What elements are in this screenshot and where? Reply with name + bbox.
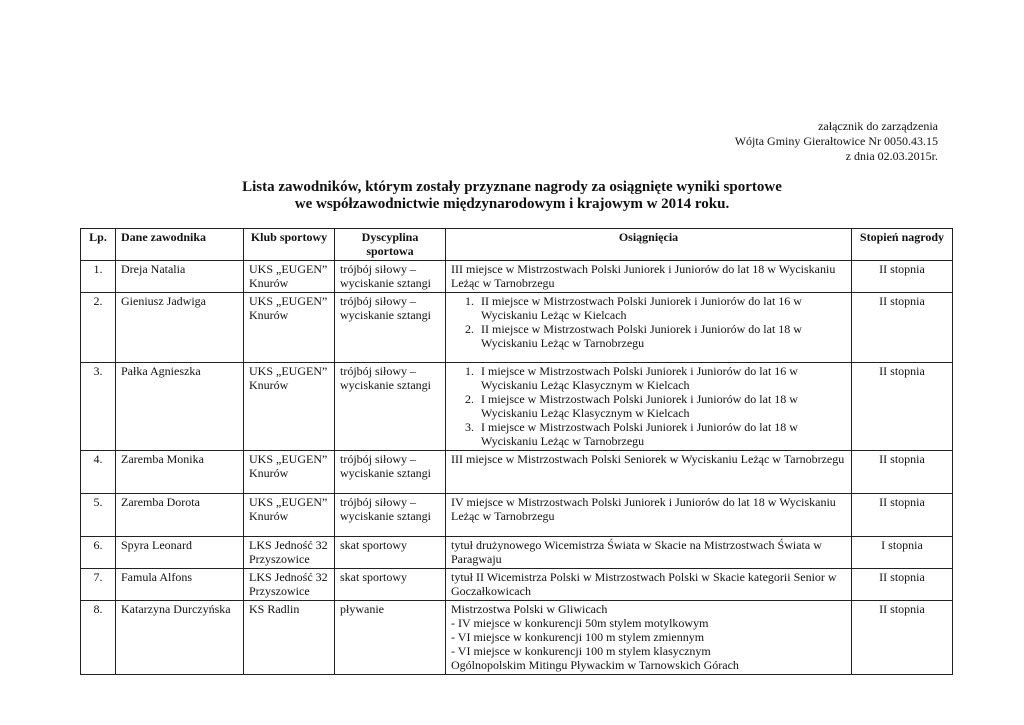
cell-achievement: III miejsce w Mistrzostwach Polski Seniorek w Wyciskaniu Leżąc w Tarnobrzegu: [446, 451, 852, 494]
cell-lp: 4.: [81, 451, 116, 494]
header-name: Dane zawodnika: [116, 229, 244, 261]
header-discipline: Dyscyplina sportowa: [335, 229, 446, 261]
header-achievements: Osiągnięcia: [446, 229, 852, 261]
table-row: [81, 363, 953, 451]
achievement-line: Ogólnopolskim Mitingu Pływackim w Tarnowskich Górach: [451, 658, 739, 672]
cell-lp: 1.: [81, 261, 116, 293]
cell-name: Zaremba Dorota: [116, 494, 244, 537]
title-line-2: we współzawodnictwie międzynarodowym i krajowym w 2014 roku.: [294, 196, 730, 212]
cell-club: UKS „EUGEN” Knurów: [244, 261, 335, 293]
cell-achievement: [446, 601, 852, 675]
cell-name: Spyra Leonard: [116, 537, 244, 569]
table-row: [81, 451, 953, 494]
document-title: [0, 179, 1024, 213]
cell-lp: 3.: [81, 363, 116, 451]
list-item: 1. I miejsce w Mistrzostwach Polski Juniorek i Juniorów do lat 16 w Wyciskaniu Leżąc Klasycznym w Kielcach: [477, 364, 846, 392]
cell-discipline: trójbój siłowy – wyciskanie sztangi: [335, 293, 446, 363]
cell-achievement: tytuł drużynowego Wicemistrza Świata w Skacie na Mistrzostwach Świata w Paragwaju: [446, 537, 852, 569]
achievement-line: - VI miejsce w konkurencji 100 m stylem zmiennym: [451, 630, 705, 644]
cell-achievement: tytuł II Wicemistrza Polski w Mistrzostwach Polski w Skacie kategorii Senior w Goczałkowicach: [446, 569, 852, 601]
cell-club: KS Radlin: [244, 601, 335, 675]
cell-award: II stopnia: [852, 293, 953, 363]
cell-club: UKS „EUGEN” Knurów: [244, 293, 335, 363]
list-item: 1. II miejsce w Mistrzostwach Polski Juniorek i Juniorów do lat 16 w Wyciskaniu Leżąc w Kielcach: [477, 294, 846, 322]
achievement-line: - IV miejsce w konkurencji 50m stylem motylkowym: [451, 616, 709, 630]
header-club: Klub sportowy: [244, 229, 335, 261]
table-row: [81, 261, 953, 293]
attachment-line-1: załącznik do zarządzenia: [818, 119, 938, 133]
cell-lp: 2.: [81, 293, 116, 363]
cell-name: Dreja Natalia: [116, 261, 244, 293]
cell-award: II stopnia: [852, 569, 953, 601]
cell-name: Katarzyna Durczyńska: [116, 601, 244, 675]
cell-lp: 8.: [81, 601, 116, 675]
awards-table: [80, 228, 953, 675]
cell-discipline: pływanie: [335, 601, 446, 675]
cell-club: LKS Jedność 32 Przyszowice: [244, 537, 335, 569]
list-item: 2. II miejsce w Mistrzostwach Polski Juniorek i Juniorów do lat 18 w Wyciskaniu Leżąc w Tarnobrzegu: [477, 322, 846, 350]
table-row: [81, 569, 953, 601]
cell-lp: 7.: [81, 569, 116, 601]
cell-name: Famula Alfons: [116, 569, 244, 601]
attachment-line-3: z dnia 02.03.2015r.: [845, 149, 938, 163]
cell-achievement: IV miejsce w Mistrzostwach Polski Juniorek i Juniorów do lat 18 w Wyciskaniu Leżąc w Tarnobrzegu: [446, 494, 852, 537]
header-award: Stopień nagrody: [852, 229, 953, 261]
list-item: 3. I miejsce w Mistrzostwach Polski Juniorek i Juniorów do lat 18 w Wyciskaniu Leżąc w Tarnobrzegu: [477, 420, 846, 448]
table-row: [81, 494, 953, 537]
cell-club: UKS „EUGEN” Knurów: [244, 494, 335, 537]
cell-award: II stopnia: [852, 601, 953, 675]
cell-name: Zaremba Monika: [116, 451, 244, 494]
attachment-line-2: Wójta Gminy Gierałtowice Nr 0050.43.15: [734, 134, 938, 148]
table-row: [81, 293, 953, 363]
cell-discipline: skat sportowy: [335, 569, 446, 601]
cell-award: II stopnia: [852, 261, 953, 293]
cell-lp: 6.: [81, 537, 116, 569]
title-line-1: Lista zawodników, którym zostały przyznane nagrody za osiągnięte wyniki sportowe: [242, 179, 782, 195]
attachment-note: [735, 119, 938, 164]
list-item: 2. I miejsce w Mistrzostwach Polski Juniorek i Juniorów do lat 18 w Wyciskaniu Leżąc Klasycznym w Kielcach: [477, 392, 846, 420]
cell-award: II stopnia: [852, 363, 953, 451]
table-row: [81, 601, 953, 675]
achievement-list: [451, 294, 846, 350]
cell-award: I stopnia: [852, 537, 953, 569]
cell-lp: 5.: [81, 494, 116, 537]
table-header-row: [81, 229, 953, 261]
cell-discipline: trójbój siłowy – wyciskanie sztangi: [335, 494, 446, 537]
table-row: [81, 537, 953, 569]
cell-achievement: III miejsce w Mistrzostwach Polski Juniorek i Juniorów do lat 18 w Wyciskaniu Leżąc w Tarnobrzegu: [446, 261, 852, 293]
cell-discipline: trójbój siłowy – wyciskanie sztangi: [335, 261, 446, 293]
cell-discipline: trójbój siłowy – wyciskanie sztangi: [335, 363, 446, 451]
cell-achievement: [446, 293, 852, 363]
achievement-list: [451, 364, 846, 448]
header-lp: Lp.: [81, 229, 116, 261]
cell-achievement: [446, 363, 852, 451]
cell-discipline: skat sportowy: [335, 537, 446, 569]
cell-club: UKS „EUGEN” Knurów: [244, 451, 335, 494]
achievement-line: - VI miejsce w konkurencji 100 m stylem klasycznym: [451, 644, 711, 658]
cell-name: Pałka Agnieszka: [116, 363, 244, 451]
cell-award: II stopnia: [852, 451, 953, 494]
cell-club: UKS „EUGEN” Knurów: [244, 363, 335, 451]
achievement-line: Mistrzostwa Polski w Gliwicach: [451, 602, 608, 616]
cell-award: II stopnia: [852, 494, 953, 537]
cell-discipline: trójbój siłowy – wyciskanie sztangi: [335, 451, 446, 494]
cell-club: LKS Jedność 32 Przyszowice: [244, 569, 335, 601]
cell-name: Gieniusz Jadwiga: [116, 293, 244, 363]
